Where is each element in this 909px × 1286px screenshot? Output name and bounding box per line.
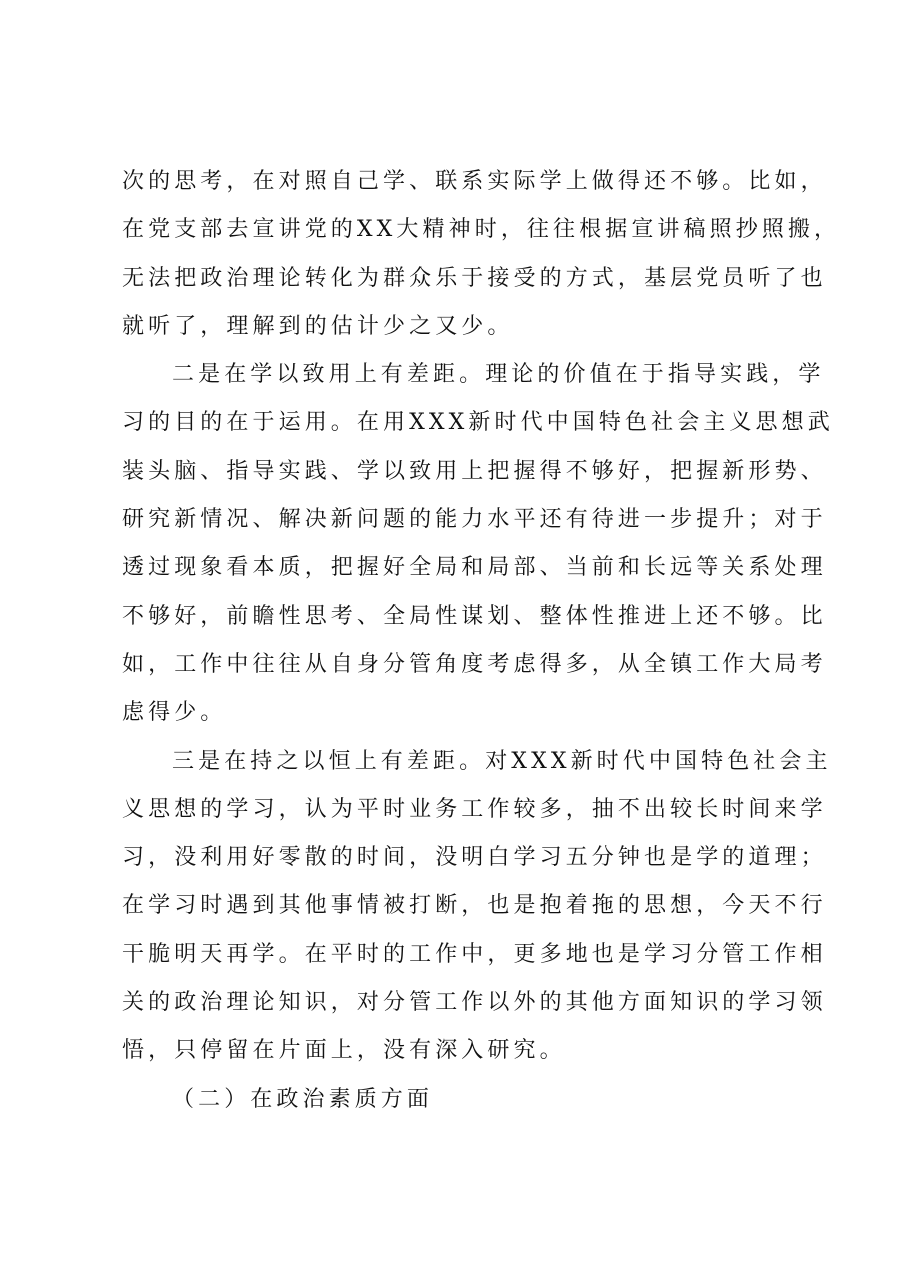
text-line: 如，工作中往往从自身分管角度考虑得多，从全镇工作大局考: [122, 651, 827, 677]
text-line: 干脆明天再学。在平时的工作中，更多地也是学习分管工作相: [122, 941, 827, 967]
text-line: 在学习时遇到其他事情被打断，也是抱着拖的思想，今天不行: [122, 893, 827, 919]
text-line: 习，没利用好零散的时间，没明白学习五分钟也是学的道理；: [122, 845, 827, 871]
text-line: 在党支部去宣讲党的XX大精神时，往往根据宣讲稿照抄照搬，: [122, 217, 841, 243]
text-line: 透过现象看本质，把握好全局和局部、当前和长远等关系处理: [122, 555, 827, 581]
text-line: 悟，只停留在片面上，没有深入研究。: [122, 1038, 566, 1064]
text-line: 不够好，前瞻性思考、全局性谋划、整体性推进上还不够。比: [122, 603, 827, 629]
text-line: 义思想的学习，认为平时业务工作较多，抽不出较长时间来学: [122, 796, 827, 822]
text-line: 关的政治理论知识，对分管工作以外的其他方面知识的学习领: [122, 990, 827, 1016]
text-line: 就听了，理解到的估计少之又少。: [122, 313, 514, 339]
paragraph-start-line: 二是在学以致用上有差距。理论的价值在于指导实践，学: [172, 362, 825, 388]
text-line: 习的目的在于运用。在用XXX新时代中国特色社会主义思想武: [122, 410, 834, 436]
text-line: 无法把政治理论转化为群众乐于接受的方式，基层党员听了也: [122, 265, 827, 291]
section-heading: （二）在政治素质方面: [172, 1086, 434, 1112]
text-line: 虑得少。: [122, 700, 227, 726]
text-line: 研究新情况、解决新问题的能力水平还有待进一步提升；对于: [122, 507, 827, 533]
text-line: 装头脑、指导实践、学以致用上把握得不够好，把握新形势、: [122, 458, 827, 484]
text-line: 次的思考，在对照自己学、联系实际学上做得还不够。比如，: [122, 169, 827, 194]
paragraph-start-line: 三是在持之以恒上有差距。对XXX新时代中国特色社会主: [172, 748, 832, 774]
document-body: [122, 158, 841, 1124]
